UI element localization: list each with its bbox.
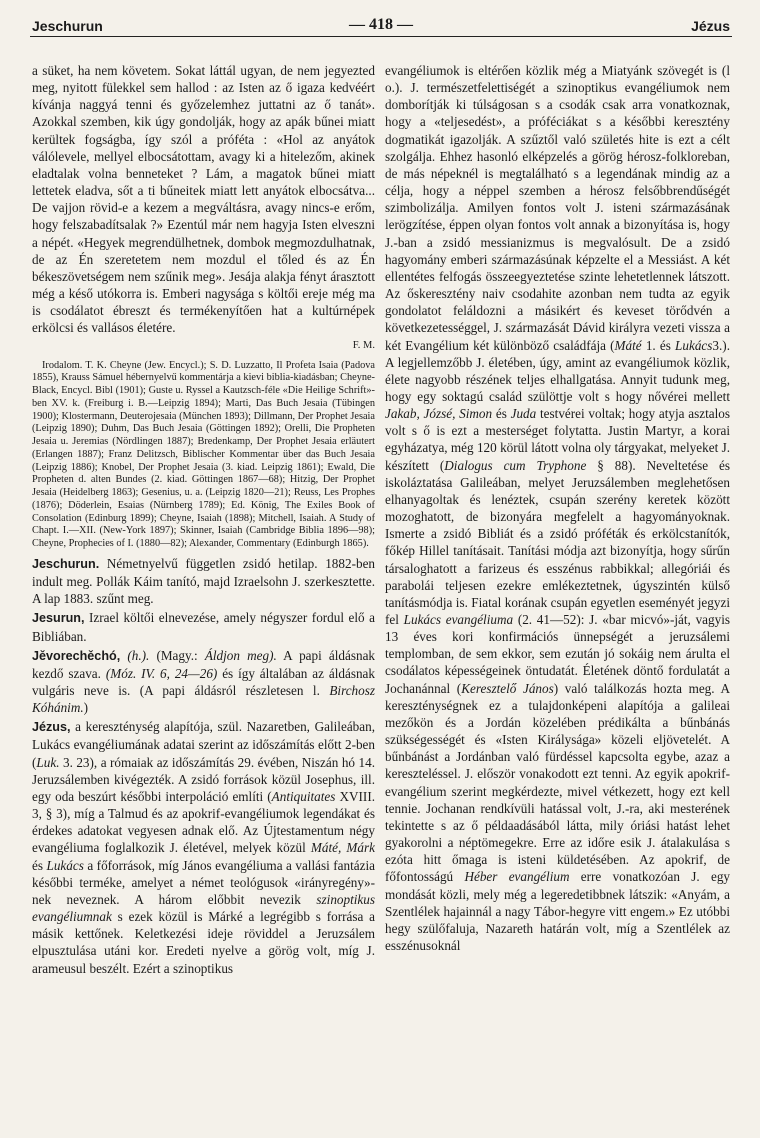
page-number: — 418 — bbox=[349, 16, 413, 33]
entry-text: és bbox=[32, 857, 43, 873]
brother-name: Juda bbox=[510, 406, 537, 422]
brother-names: Jakab, Józsé, Simon bbox=[385, 406, 493, 422]
person-name: Keresztelő János bbox=[461, 680, 554, 696]
entry-text: ) való találkozás hozta meg. A kereszténységnek ez a tulajdonképeni alapítója a galileai mezőkön és a Jordán közelében prédikálta a bűnbánás szükségességét és «Isten Királysága» közeli eljövetelét. A bűnbánást a Jordánban való fürdéssel kapcsolta egybe, azaz a kereszteléssel. J. először vonakodott ezt tenni. Az egyik apokrif-evangélium szerint megkérdezte, mivel vétkezett, hogy ezt kell tennie. Jochanan rendkívüli hatással volt, J.-ra, aki mesterének tekintette s az ő példaadásából látta, mily óriási hatást lehet gyakorolni a néptömegekre. Erre az időre esik J. átalakulása s ezóta hitt őmaga is isteni küldetésében. Az apokrif, de főfontosságú bbox=[385, 680, 730, 885]
entry-headword: Jěvorechěchó, bbox=[32, 648, 121, 663]
term: szinoptikus evangéliumnak bbox=[32, 891, 375, 925]
running-head-right: Jézus bbox=[691, 18, 730, 34]
literature-list: Irodalom. T. K. Cheyne (Jew. Encycl.); S. D. Luzzatto, Il Profeta Isaia (Padova 1855), Krauss Sámuel hébernyelvű kommentárja a kievi biblia-kiadásban; Cheyne-Black, Encycl. Bibl (1901); Guste u. Ryssel a Kautzsch-féle «Die Heilige Schrift»-ben XV. k. (Freiburg i. B.—Leipzig 1894); Marti, Das Buch Jesaia (Tübingen 1900); Klostermann, Deuterojesaia (München 1893); Dillmann, Der Prophet Jesaia (Leipzig 1890); Duhm, Das Buch Jesaia (Göttingen 1892); Orelli, Die Propheten Jesaia u. Jeremias (Nördlingen 1887); Bredenkamp, Der Prophet Jesaia erläutert (Erlangen 1887); Franz Delitzsch, Biblischer Kommentar über das Buch Jesaia (Leipzig 1886); Knobel, Der Prophet Jesaia (3. kiad. Leipzig 1861); Ewald, Die Propheten d. alten Bundes (2. kiad. Göttingen 1867—68); Hitzig, Der Prophet Jesaia (Heidelberg 1863); Gesenius, u. a. (Leipzig 1820—21); Reuss, Les Prophes (1876); Döderlein, Esaias (Nürnberg 1789); Ed. König, The Exiles Book of Consolation (Edinburg 1899); Cheyne, Isaiah (1898); Mitchell, Isaiah. A Study of Chapt. I.—XII. (New-York 1897); Skinner, Isaiah (Cambridge Biblia 1896—98); Cheyne, Prophecies of I. (1880—82); Alexander, Commentary (Edinburgh 1865). bbox=[32, 359, 375, 550]
entry-text: a kereszténység alapítója, szül. Nazaretben, Galileában, Lukács evangéliumának adatai szerint az időszámítás előtt 2-ben ( bbox=[32, 719, 375, 770]
entry-text: A papi áldásnak kezdő szava. bbox=[32, 647, 375, 681]
gospel-name: Lukács bbox=[46, 857, 84, 873]
left-column bbox=[32, 62, 375, 1130]
bible-reference: Luk. bbox=[36, 754, 60, 770]
source-title: Héber evangélium bbox=[464, 869, 570, 885]
entry-text: (2. 41—52): J. «bar micvó»-ját, vagyis 13 éves kori konfirmációs ünnepségét a jeruzsálemi templomban, de sem ekkor, sem ezután jó sokáig nem árulta el csodálatos képességeinek öntudatát. Életének döntő fordulatát a Jochanánnal ( bbox=[385, 612, 730, 696]
gospel-names: Máté, Márk bbox=[310, 840, 375, 856]
cross-reference: Birchosz Kóhánim. bbox=[32, 683, 375, 716]
entry-text: 3. 23), a rómaiak az időszámítás 29. évében, Niszán hó 14. Jeruzsálemben kivégezték. A zsidó források közül Josephus, ill. egy oda beszúrt későbbi interpoláció említi ( bbox=[32, 754, 375, 804]
entry-text: evangéliumok is eltérően közlik még a Miatyánk szövegét is (l o.). J. természetfelettiségét a szinoptikus evangéliumok nem domborítják ki túlságosan s a csodák csak arra vonatkoznak, hogy a «teljesedést», a próféciákat s a későbbi keresztény dogmatikát igazolják. A szűztől való születés hite is ezt a célt szolgálja. Ehhez hasonló elképzelés a görög hérosz-folkloreban, de más népeknél is megtalálható s a legendának mindig az a célja, hogy a néppel szemben a hérosz felsőbbrendűségét szimbolizálja. Amilyen fontos volt J. isteni származásának lerögzítése, éppen olyan fontos volt annak a bizonyítása is, hogy J.-ban a zsidó messianizmus is megvalósult. De a zsidó hagyomány emberi származásúnak képzelte el a Messiást. A két ellentétes felfogás összeegyeztetése szinte lehetetlennek látszott. Az őskeresztény naiv csodahite azonban nem tudta az egyik gondolatot feláldozni a másikért és keveset törődvén a következetességgel, J. származását Dávid királyra vezeti vissza a két Evangélium két különböző családfája ( bbox=[385, 63, 730, 353]
source-title: Lukács evangéliuma bbox=[403, 612, 514, 627]
entry-text: és bbox=[495, 406, 507, 422]
entry-headword: Jesurun, bbox=[32, 611, 85, 626]
entry-text: testvérei voltak; hogy atyja asztalos volt s ő is ezt a mesterséget folytatta. Justin Martyr, a korai egyházatya, még 120 körül látott volna oly tárgyakat, melyeket J. készített ( bbox=[385, 406, 730, 473]
isaiah-article-end: a süket, ha nem követem. Sokat láttál ugyan, de nem jegyezted meg, nyitott fülekkel sem hallod : az Isten az ő igaza kedvéért kívánja naggyá tenni és győzelemhez juttatni az ő tanát». Azokkal szemben, kik úgy gondolják, hogy az apák bűnei miatt kerültek fogságba, így szól a próféta : «Hol az anyátok válólevele, mellyel elbocsátottam, avagy ki a hitelezőm, akinek eladtalak volna benneteket ? Lám, a magatok bűnei miatt lettetek eladva, sőt a ti bűneitek miatt lett anyátok elbocsátva... De vajjon rövid-e a kezem a megváltásra, avagy nincs-e erőm, hogy felszabadítsalak ?» Ezentúl már nem hagyja Isten elveszni a népét. «Hegyek megrendülhetnek, dombok megmozdulhatnak, de az Én szeretetem nem mozdul el tőled és az Én békeszövetségem nem szűnik meg». Jesája alakja fényt árasztott még a késő utókorra is. Emberi nagysága s költői ereje még ma is csodálatot ébreszt és termékenyítően hat a kultúrnépek erkölcsi és vallásos életére. bbox=[32, 63, 375, 336]
entry-text: 3.). A legjellemzőbb J. életében, úgy, amint az evangéliumok közlik, élete nagyobb részének teljes elhallgatása. Annyit tudunk meg, hogy egy soktagú család szülöttje volt s hogy nővérei mellett bbox=[385, 337, 730, 404]
entry-jezus bbox=[32, 718, 375, 976]
entry-text: s ezek közül is Márké a legrégibb s forrása a másik kettőnek. Keletkezési ideje röviddel a Jeruzsálem elpusztulása utáni kor. Eredeti nyelve a görög volt, míg J. arameusul beszélt. Ezért a szinoptikus bbox=[32, 909, 375, 976]
entry-jesurun bbox=[32, 609, 375, 644]
entry-jeschurun bbox=[32, 555, 375, 607]
right-column bbox=[385, 62, 730, 1130]
running-head-left: Jeschurun bbox=[32, 18, 103, 34]
entry-text: Izrael költői elnevezése, amely négyszer fordul elő a Bibliában. bbox=[32, 610, 375, 644]
author-signature: F. M. bbox=[352, 339, 375, 351]
entry-text: és így általában az áldásnak vulgáris neve is. (A papi áldásról részletesen l. bbox=[32, 665, 375, 698]
entry-text: (Magy.: bbox=[156, 647, 198, 663]
entry-text: 1. és bbox=[645, 337, 671, 353]
language-tag: (h.). bbox=[127, 647, 150, 663]
entry-text: Németnyelvű független zsidó hetilap. 1882-ben indult meg. Pollák Káim tanító, majd Izraelsohn J. szerkesztette. A lap 1883. szűnt meg. bbox=[32, 555, 375, 607]
meaning: Áldjon meg). bbox=[204, 647, 277, 663]
gospel-name: Lukács bbox=[675, 337, 713, 353]
entry-text: ) bbox=[83, 700, 89, 716]
source-title: Antiquitates bbox=[271, 788, 336, 804]
entry-text: § 88). Neveltetése és iskoláztatása Galileában, melyet Jeruzsálemben meglehetősen elhanyagoltak és lenéztek, csupán szerény keretek között mozoghatott, de bizonyára megfelelt a hagyományoknak. Ismerte a zsidó Bibliát és a zsidó próféták és erkölcstanítók, főkép Hillel tanításait. Tanítási módja azt bizonyítja, hogy sűrűn társaloghatott a farizeus és esszénus rabbikkal; allegóriái és parabolái teljesen ezekre emlékeztetnek, úgyszintén külső tanításmódja is. Fiatal korának csupán egyetlen eseményét jegyzi fel bbox=[385, 457, 730, 627]
source-title: Dialogus cum Tryphone bbox=[444, 457, 587, 473]
gospel-name: Máté bbox=[614, 337, 642, 353]
entry-text: erre vonatkozóan J. egy mondását közli, mely még a legeredetibbnek látszik: «Anyám, a Szentlélek hajainnál a nagy Tábor-hegyre vitt engem.» Ez utóbbi hegy szülőfaluja, Nazareth határán volt, míg a Szentlélek az esszénusoknál bbox=[385, 869, 730, 953]
entry-text: XVIII. 3, § 3), míg a Talmud és az apokrif-evangéliumok legendákat és érdekes adatokat vegyesen adnak elő. Az Újtestamentum négy evangéliuma foglalkozik J. életével, melyek közül bbox=[32, 788, 375, 856]
jezus-continued bbox=[385, 62, 730, 954]
bible-reference: (Móz. IV. 6, 24—26) bbox=[105, 665, 218, 681]
entry-text: a főforrások, míg János evangéliuma a vallási fantázia későbbi terméke, amelyet a német teológusok «irányregény»-nek neveznek. A három előbbit nevezik bbox=[32, 857, 375, 907]
entry-headword: Jeschurun. bbox=[32, 556, 100, 571]
entry-headword: Jézus, bbox=[32, 720, 71, 735]
running-head bbox=[30, 14, 732, 37]
entry-jevorechecho bbox=[32, 647, 375, 717]
